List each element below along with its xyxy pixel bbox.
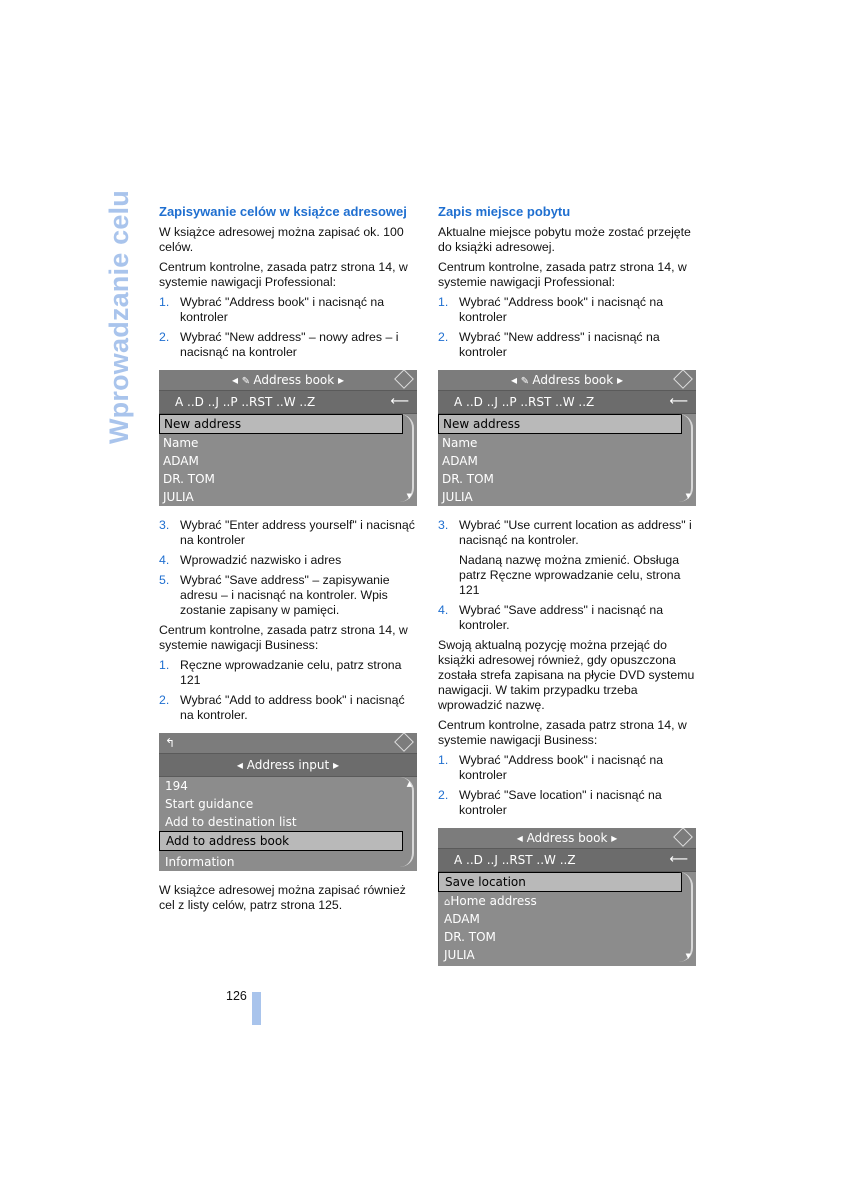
address-input-screen (159, 733, 417, 871)
arrow-left-icon: ◂ (236, 758, 247, 772)
step-number: 1. (438, 295, 449, 309)
list-item (159, 330, 421, 360)
side-section-title: Wprowadzanie celu (104, 190, 134, 444)
controller-icon (673, 828, 693, 847)
list-item (438, 753, 700, 783)
step-number: 2. (159, 330, 170, 344)
paragraph: Centrum kontrolne, zasada patrz strona 14, w systemie nawigacji Business: (438, 718, 687, 747)
paragraph: Aktualne miejsce pobytu może zostać przejęte do książki adresowej. (438, 225, 691, 254)
menu-item-entry[interactable]: DR. TOM (442, 472, 494, 486)
menu-item-new-address[interactable]: New address (159, 414, 403, 434)
step-text: Wybrać "Save address" i nacisnąć na kontroler. (459, 603, 664, 632)
page-number: 126 (226, 989, 247, 1003)
arrow-right-icon: ▸ (329, 758, 340, 772)
menu-item-entry[interactable]: JULIA (444, 948, 475, 962)
menu-item-name[interactable]: Name (163, 436, 199, 450)
controller-icon (394, 370, 414, 389)
screen-title-bar (159, 753, 417, 777)
paragraph: Centrum kontrolne, zasada patrz strona 14, w systemie nawigacji Professional: (438, 260, 687, 289)
menu-item-add-destination[interactable]: Add to destination list (165, 815, 297, 829)
steps-list (438, 295, 700, 360)
step-number: 4. (159, 553, 170, 567)
left-heading: Zapisywanie celów w książce adresowej (159, 204, 407, 219)
step-number: 1. (438, 753, 449, 767)
step-text: Wprowadzić nazwisko i adres (180, 553, 342, 567)
back-arrow-icon[interactable]: ⟵ (669, 852, 688, 867)
page-marker-bar (252, 992, 261, 1025)
step-number: 5. (159, 573, 170, 587)
address-book-screen (438, 370, 696, 506)
arrow-right-icon: ▸ (613, 373, 624, 387)
menu-item-entry[interactable]: JULIA (163, 490, 194, 504)
screen-title: Address book (253, 373, 335, 387)
arrow-left-icon: ◂ (516, 831, 527, 845)
step-number: 3. (159, 518, 170, 532)
step-number: 2. (438, 788, 449, 802)
arrow-left-icon: ◂ (510, 373, 521, 387)
note-paragraph: Nadaną nazwę można zmienić. Obsługa patrz Ręczne wprowadzanie celu, strona 121 (459, 553, 681, 597)
scroll-down-icon: ▼ (685, 492, 691, 500)
screen-title: Address input (246, 758, 330, 772)
book-icon: ✎ (241, 376, 254, 387)
alphabet-bar[interactable] (438, 848, 696, 872)
step-text: Wybrać "Save location" i nacisnąć na kontroler (459, 788, 662, 817)
steps-list (159, 518, 421, 618)
list-item (159, 295, 421, 325)
step-number: 4. (438, 603, 449, 617)
arrow-right-icon: ▸ (334, 373, 345, 387)
steps-list (438, 753, 700, 818)
step-text: Wybrać "New address" i nacisnąć na kontroler (459, 330, 660, 359)
step-number: 3. (438, 518, 449, 532)
list-item (159, 658, 421, 688)
list-item (438, 518, 700, 548)
step-number: 1. (159, 295, 170, 309)
steps-list (438, 518, 700, 548)
list-item (438, 788, 700, 818)
address-book-business-screen (438, 828, 696, 966)
step-text: Wybrać "Add to address book" i nacisnąć na kontroler. (180, 693, 405, 722)
alphabet-bar[interactable] (438, 390, 696, 414)
steps-list (159, 658, 421, 723)
menu-item-entry[interactable]: ADAM (163, 454, 199, 468)
alphabet-text: A ..D ..J ..P ..RST ..W ..Z (454, 395, 595, 409)
menu-item-entry[interactable]: JULIA (442, 490, 473, 504)
screen-title-bar (438, 828, 696, 848)
menu-item-information[interactable]: Information (165, 855, 235, 869)
menu-item-new-address[interactable]: New address (438, 414, 682, 434)
paragraph: Swoją aktualną pozycję można przejąć do książki adresowej również, gdy opuszczona została strefa zapisana na płycie DVD systemu nawigacji. W takim przypadku trzeba wprowadzić nazwę. (438, 638, 695, 712)
screen-title: Address book (532, 373, 614, 387)
screen-back-bar (159, 733, 417, 753)
step-text: Wybrać "Save address" – zapisywanie adresu – i nacisnąć na kontroler. Wpis zostanie zapisany w pamięci. (180, 573, 390, 617)
alphabet-text: A ..D ..J ..RST ..W ..Z (454, 853, 576, 867)
screen-title: Address book (526, 831, 608, 845)
step-text: Wybrać "Address book" i nacisnąć na kontroler (180, 295, 385, 324)
menu-item-entry[interactable]: 194 (165, 779, 188, 793)
list-item (159, 518, 421, 548)
step-number: 2. (159, 693, 170, 707)
step-text: Wybrać "Use current location as address" i nacisnąć na kontroler. (459, 518, 692, 547)
list-item (438, 603, 700, 633)
paragraph: W książce adresowej można zapisać ok. 100 celów. (159, 225, 404, 254)
step-text: Wybrać "Enter address yourself" i nacisnąć na kontroler (180, 518, 415, 547)
alphabet-text: A ..D ..J ..P ..RST ..W ..Z (175, 395, 316, 409)
alphabet-bar[interactable] (159, 390, 417, 414)
paragraph: Centrum kontrolne, zasada patrz strona 14, w systemie nawigacji Business: (159, 623, 408, 652)
step-number: 1. (159, 658, 170, 672)
step-text: Wybrać "Address book" i nacisnąć na kontroler (459, 295, 664, 324)
scroll-down-icon: ▼ (406, 492, 412, 500)
home-icon: ⌂ (444, 897, 451, 908)
book-icon: ✎ (520, 376, 533, 387)
steps-list (159, 295, 421, 360)
list-item (159, 573, 421, 618)
list-item (159, 693, 421, 723)
screen-title-bar (438, 370, 696, 390)
right-column (438, 204, 700, 978)
menu-item-entry[interactable]: DR. TOM (444, 930, 496, 944)
paragraph: Centrum kontrolne, zasada patrz strona 14, w systemie nawigacji Professional: (159, 260, 408, 289)
menu-item-entry[interactable]: ADAM (444, 912, 480, 926)
menu-item-name[interactable]: Name (442, 436, 478, 450)
list-item (438, 330, 700, 360)
menu-item-entry[interactable]: ADAM (442, 454, 478, 468)
menu-item-entry[interactable]: DR. TOM (163, 472, 215, 486)
back-arrow-icon[interactable]: ⟵ (669, 394, 688, 409)
right-heading: Zapis miejsce pobytu (438, 204, 571, 219)
list-item (438, 295, 700, 325)
arrow-left-icon: ◂ (231, 373, 242, 387)
back-arrow-icon[interactable]: ⟵ (390, 394, 409, 409)
paragraph: W książce adresowej można zapisać również cel z listy celów, patrz strona 125. (159, 883, 406, 912)
menu-item-start-guidance[interactable]: Start guidance (165, 797, 254, 811)
step-number: 2. (438, 330, 449, 344)
menu-item-save-location[interactable]: Save location (438, 872, 682, 892)
list-item (159, 553, 421, 568)
step-text: Wybrać "New address" – nowy adres – i nacisnąć na kontroler (180, 330, 399, 359)
return-icon[interactable]: ↰ (165, 736, 176, 750)
address-book-screen (159, 370, 417, 506)
screen-title-bar (159, 370, 417, 390)
menu-item-add-address-book[interactable]: Add to address book (159, 831, 403, 851)
step-text: Ręczne wprowadzanie celu, patrz strona 121 (180, 658, 402, 687)
step-text: Wybrać "Address book" i nacisnąć na kontroler (459, 753, 664, 782)
menu-item-label: Home address (450, 894, 537, 908)
left-column (159, 204, 421, 918)
menu-item-home-address[interactable] (438, 892, 696, 910)
controller-icon (673, 370, 693, 389)
arrow-right-icon: ▸ (607, 831, 618, 845)
steps-list (438, 603, 700, 633)
controller-icon (394, 733, 414, 752)
scroll-up-icon: ▲ (406, 780, 412, 788)
scroll-down-icon: ▼ (685, 952, 691, 960)
